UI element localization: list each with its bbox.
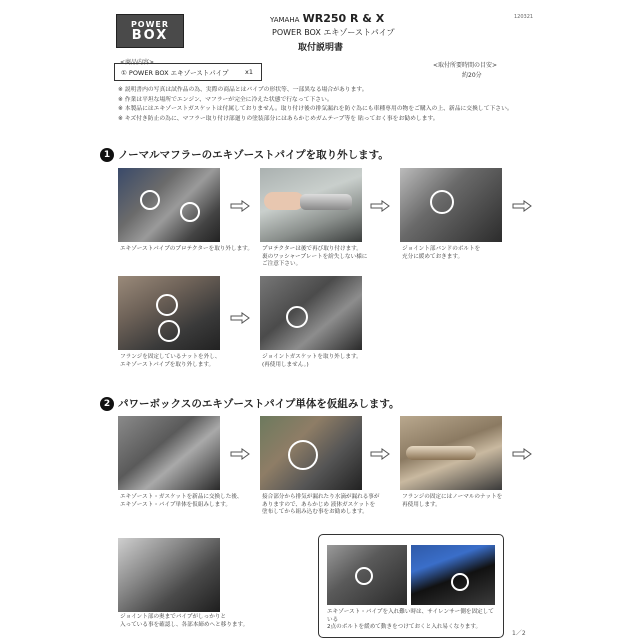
step1-caption-2: プロテクターは後で再び取り付けます。 裏のワッシャープレートを紛失しない様に ご注意下さい。 — [262, 246, 368, 267]
highlight-circle — [180, 202, 200, 222]
highlight-circle — [140, 190, 160, 210]
hand-shape — [264, 192, 304, 210]
logo-line1: POWER — [130, 19, 170, 29]
step2-photo-2 — [260, 416, 362, 490]
step1-photo-3 — [400, 168, 502, 242]
note: ※ 説明書内の写真は試作品の為、実際の商品とはパイプの形状等、一部異なる場合があります。 — [118, 87, 368, 93]
step2-caption-1: エキゾースト・ガスケットを新品に交換した後、 エキゾースト・パイプ単体を仮組みします。 — [120, 494, 243, 508]
step2-caption-2: 接合部分から排気が漏れたり水滴が漏れる事が ありますので、あらかじめ 液体ガスケットを 塗布してから組み込む事をお勧めします。 — [262, 494, 380, 515]
product-qty: x1 — [245, 68, 253, 76]
product-label: <商品内容> — [120, 59, 155, 66]
arrow-right-icon — [370, 448, 390, 460]
tip-photo-1 — [327, 545, 407, 605]
note: ※ 本製品にはエキゾーストガスケットは付属しておりません。取り付け後の排気漏れを防ぐ為にも車種専用の物をご購入の上、新品に交換して下さい。 — [118, 106, 513, 113]
arrow-right-icon — [370, 200, 390, 212]
step1-caption-4: フランジを固定しているナットを外し、 エキゾーストパイプを取り外します。 — [120, 354, 221, 368]
arrow-right-icon — [230, 200, 250, 212]
step2-photo-1 — [118, 416, 220, 490]
highlight-circle — [158, 320, 180, 342]
highlight-circle — [288, 440, 318, 470]
arrow-right-icon — [512, 448, 532, 460]
step2-photo-4 — [118, 538, 220, 612]
time-value: 約20分 — [462, 72, 482, 79]
step2-title: パワーボックスのエキゾーストパイプ単体を仮組みします。 — [118, 398, 400, 410]
tip-caption: エキゾースト・パイプを入れ難い時は、サイレンサー側を固定している 2点のボルトを緩めて動きをつけておくと入れ易くなります。 — [327, 609, 494, 630]
step1-photo-5 — [260, 276, 362, 350]
step1-caption-5: ジョイントガスケットを取り外します。 (再使用しません。) — [262, 354, 362, 368]
header-model-line — [270, 12, 384, 25]
highlight-circle — [156, 294, 178, 316]
step2-caption-3: フランジの固定にはノーマルのナットを 再使用します。 — [402, 494, 503, 508]
step1-caption-1: エキゾーストパイプのプロテクターを取り外します。 — [120, 246, 253, 252]
highlight-circle — [451, 573, 469, 591]
logo-line2: BOX — [131, 27, 169, 43]
arrow-right-icon — [512, 200, 532, 212]
tip-photo-2 — [411, 545, 495, 605]
arrow-right-icon — [230, 312, 250, 324]
product-item: ① POWER BOX エキゾーストパイプ — [121, 68, 229, 77]
time-label: <取付所要時間の目安> — [433, 62, 498, 69]
doc-title: 取付説明書 — [298, 43, 344, 53]
page-number: 1／2 — [512, 630, 526, 637]
step2-photo-3 — [400, 416, 502, 490]
step1-caption-3: ジョイント部バンドのボルトを 充分に緩めておきます。 — [402, 246, 481, 260]
protector-shape — [300, 194, 352, 210]
product-box — [114, 63, 262, 81]
header-subtitle: POWER BOX エキゾーストパイプ — [272, 28, 395, 37]
step1-title: ノーマルマフラーのエキゾーストパイプを取り外します。 — [118, 149, 389, 161]
step1-heading — [100, 147, 389, 162]
tip-box — [318, 534, 504, 638]
notes — [118, 86, 513, 124]
note: ※ キズ付き防止の為に、マフラー取り付け部廻りの塗装部分にはあらかじめガムテープ等を 貼っておく事をお勧めします。 — [118, 115, 439, 122]
model: WR250 R & X — [302, 12, 385, 25]
step1-photo-1 — [118, 168, 220, 242]
arrow-right-icon — [230, 448, 250, 460]
brand: YAMAHA — [270, 16, 300, 24]
power-box-logo — [116, 14, 184, 48]
step1-number: 1 — [100, 148, 114, 162]
step2-number: 2 — [100, 397, 114, 411]
doc-code: 120321 — [514, 14, 534, 20]
step1-photo-2 — [260, 168, 362, 242]
highlight-circle — [286, 306, 308, 328]
step1-photo-4 — [118, 276, 220, 350]
highlight-circle — [355, 567, 373, 585]
step2-caption-4: ジョイント部の奥までパイプがしっかりと 入っている事を確認し、各部本締めへと移ります。 — [120, 614, 249, 628]
note: ※ 作業は平坦な場所でエンジン、マフラーが完全に冷えた状態で行なって下さい。 — [118, 96, 333, 103]
pipe-shape — [406, 446, 476, 460]
highlight-circle — [430, 190, 454, 214]
step2-heading — [100, 396, 400, 411]
